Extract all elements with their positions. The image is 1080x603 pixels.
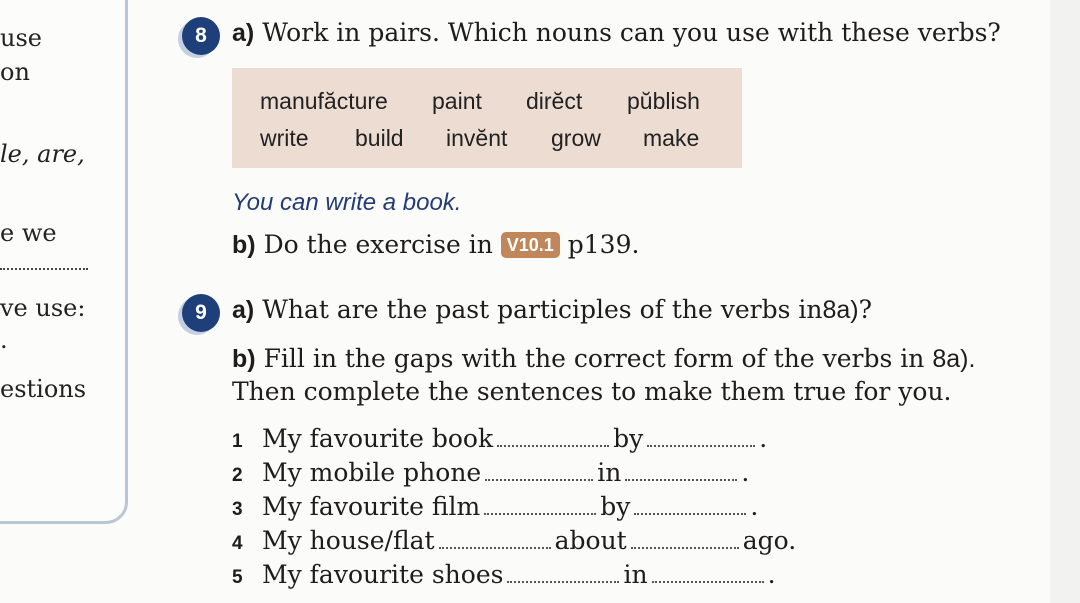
sentence-number: 4 (232, 533, 243, 554)
sentence-number: 3 (232, 499, 243, 520)
page-edge (1050, 0, 1080, 603)
sentence-end: . (750, 492, 759, 521)
blank-gap[interactable] (439, 529, 551, 549)
verb-word: invĕnt (446, 125, 508, 151)
sentence-middle: in (623, 560, 648, 589)
sentence-start: My favourite shoes (262, 560, 504, 589)
instruction-text: What are the past participles of the verbs in (262, 295, 823, 324)
sentence-start: My house/flat (262, 526, 435, 555)
blank-gap[interactable] (507, 563, 619, 583)
instruction-text: Fill in the gaps with the correct form of the verbs in (263, 344, 925, 373)
question-mark: ? (858, 295, 873, 324)
sentence-number: 1 (232, 431, 243, 452)
sentence-middle: in (597, 458, 622, 487)
left-fragment: le, are, (0, 140, 85, 168)
verb-word: manufăcture (260, 88, 388, 114)
word-box (232, 68, 742, 168)
left-fragment: on (0, 58, 30, 86)
gap-fill-sentence (232, 560, 776, 589)
sentence-end: . (759, 424, 768, 453)
vocabulary-reference-badge: V10.1 (501, 232, 560, 258)
exercise-reference: 8a) (822, 296, 859, 324)
sentence-middle: by (613, 424, 644, 453)
left-fragment: estions (0, 375, 87, 403)
sentence-start: My mobile phone (262, 458, 482, 487)
left-fragment: use (0, 24, 42, 52)
exercise-8a-instruction (232, 18, 1001, 48)
part-label: a) (232, 296, 255, 324)
blank-gap[interactable] (625, 461, 737, 481)
blank-gap[interactable] (485, 461, 593, 481)
example-sentence: You can write a book. (232, 189, 462, 216)
exercise-9b-instruction (232, 344, 975, 374)
exercise-8b-instruction (232, 230, 639, 260)
blank-gap[interactable] (631, 529, 739, 549)
exercise-9b-instruction-line2: Then complete the sentences to make them true for you. (232, 377, 952, 406)
sentence-number: 2 (232, 465, 243, 486)
sentence-end: ago. (742, 526, 797, 555)
instruction-text: Work in pairs. Which nouns can you use with these verbs? (262, 18, 1001, 47)
gap-fill-sentence (232, 424, 767, 453)
part-label: a) (232, 19, 255, 47)
blank-gap[interactable] (647, 427, 755, 447)
exercise-reference: 8a). (932, 345, 976, 373)
left-fragment: . (0, 326, 8, 354)
gap-fill-sentence (232, 526, 796, 555)
sentence-start: My favourite book (262, 424, 494, 453)
exercise-8-number: 8 (182, 17, 220, 55)
gap-fill-sentence (232, 458, 749, 487)
part-label: b) (232, 345, 256, 373)
left-fragment: ve use: (0, 294, 86, 322)
verb-word: make (643, 125, 700, 151)
blank-gap[interactable] (634, 495, 746, 515)
page-reference: p139. (567, 230, 640, 259)
verb-word: dirĕct (526, 88, 583, 114)
blank-gap[interactable] (652, 563, 764, 583)
left-dotted-line (0, 268, 88, 270)
gap-fill-sentence (232, 492, 758, 521)
sentence-middle: by (600, 492, 631, 521)
verb-word: build (355, 125, 404, 151)
verb-word: write (260, 125, 309, 151)
sentence-number: 5 (232, 567, 243, 588)
left-fragment: e we (0, 219, 57, 247)
verb-word: paint (432, 88, 482, 114)
blank-gap[interactable] (497, 427, 609, 447)
verb-word: pŭblish (627, 88, 700, 114)
sentence-end: . (741, 458, 750, 487)
exercise-9-number: 9 (182, 294, 220, 332)
blank-gap[interactable] (484, 495, 596, 515)
sentence-middle: about (554, 526, 627, 555)
exercise-9a-instruction (232, 295, 872, 325)
part-label: b) (232, 231, 256, 259)
sentence-end: . (767, 560, 776, 589)
instruction-text: Do the exercise in (263, 230, 493, 259)
sentence-start: My favourite film (262, 492, 481, 521)
verb-word: grow (551, 125, 601, 151)
